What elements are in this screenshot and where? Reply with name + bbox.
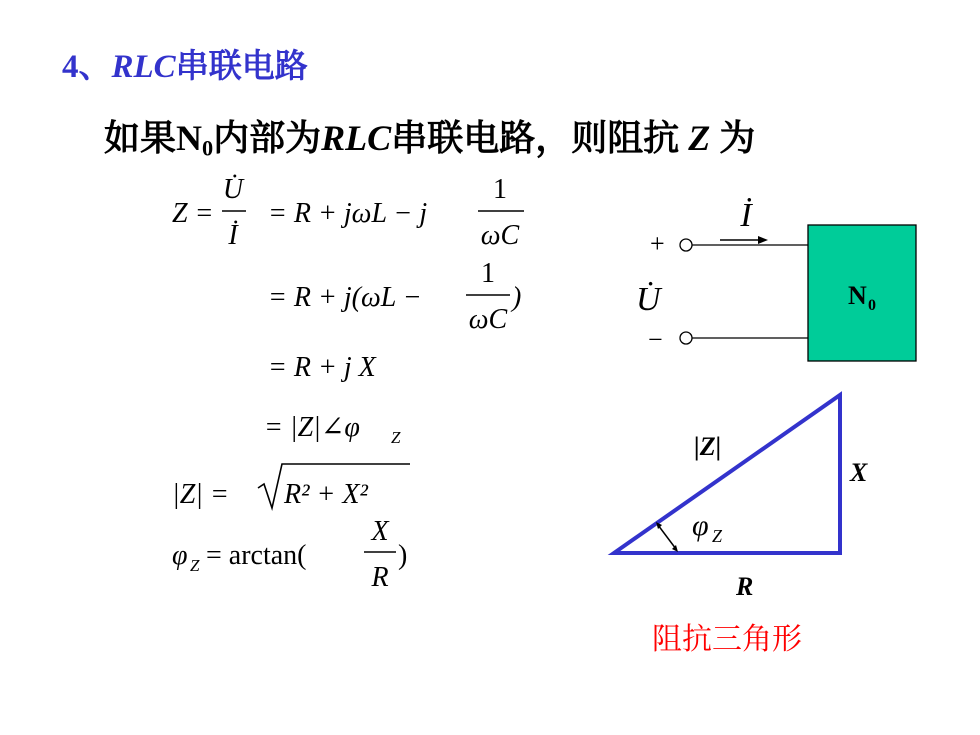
eq6-b: = arctan(: [206, 540, 307, 571]
eq5: |Z| =: [172, 479, 229, 510]
eq2-b: ): [512, 282, 522, 313]
minus-sign: −: [648, 325, 663, 354]
intro-part2: 内部为: [213, 118, 322, 158]
eq6-sub: Z: [190, 556, 200, 575]
eq2-fden: ωC: [468, 304, 508, 335]
n0-sub: 0: [868, 297, 876, 314]
angle-label: φ: [692, 509, 709, 542]
eq6-c: ): [398, 540, 408, 571]
angle-sub: Z: [712, 526, 723, 546]
opp-label: X: [850, 458, 868, 487]
eq2-fnum: 1: [481, 258, 495, 289]
intro-sub: 0: [202, 135, 214, 161]
eq6-den: R: [371, 562, 389, 593]
plus-sign: +: [650, 229, 665, 258]
intro-part4: 为: [710, 118, 756, 158]
eq5-rad: R² + X²: [284, 479, 368, 510]
eq6-a: φ: [172, 540, 188, 571]
voltage-label: U̇: [636, 281, 661, 318]
eq4: = |Z|∠φ: [264, 412, 360, 443]
eq1-fnum: 1: [493, 174, 507, 205]
n0-label: N: [848, 281, 867, 310]
intro-part1: 如果N: [104, 118, 202, 158]
intro-rlc: RLC: [321, 118, 392, 158]
heading-number: 4、: [62, 49, 112, 85]
hyp-label: |Z|: [694, 432, 722, 461]
intro-part3: 串联电路，则阻抗: [391, 118, 689, 158]
eq1-mid: = R + jωL − j: [268, 198, 428, 229]
triangle-caption: 阻抗三角形: [652, 623, 802, 656]
triangle-shape: [614, 395, 840, 553]
terminal-bottom: [680, 332, 692, 344]
angle-arrow: [658, 525, 676, 549]
terminal-top: [680, 239, 692, 251]
eq1-lhs: Z =: [172, 198, 214, 229]
eq4-sub: Z: [391, 428, 401, 447]
circuit-diagram: [600, 170, 940, 380]
impedance-triangle: [600, 385, 900, 610]
eq2-a: = R + j(ωL −: [268, 282, 422, 313]
adj-label: R: [736, 572, 754, 601]
intro-z: Z: [688, 118, 711, 158]
eq3: = R + j X: [268, 352, 376, 383]
heading-rest: 串联电路: [175, 49, 308, 85]
eq6-num: X: [371, 516, 389, 547]
current-label: İ: [740, 197, 752, 234]
heading-italic: RLC: [111, 49, 176, 85]
eq1-fden: ωC: [480, 220, 520, 251]
eq1-den: İ: [228, 220, 238, 251]
eq1-num: U̇: [222, 174, 244, 205]
